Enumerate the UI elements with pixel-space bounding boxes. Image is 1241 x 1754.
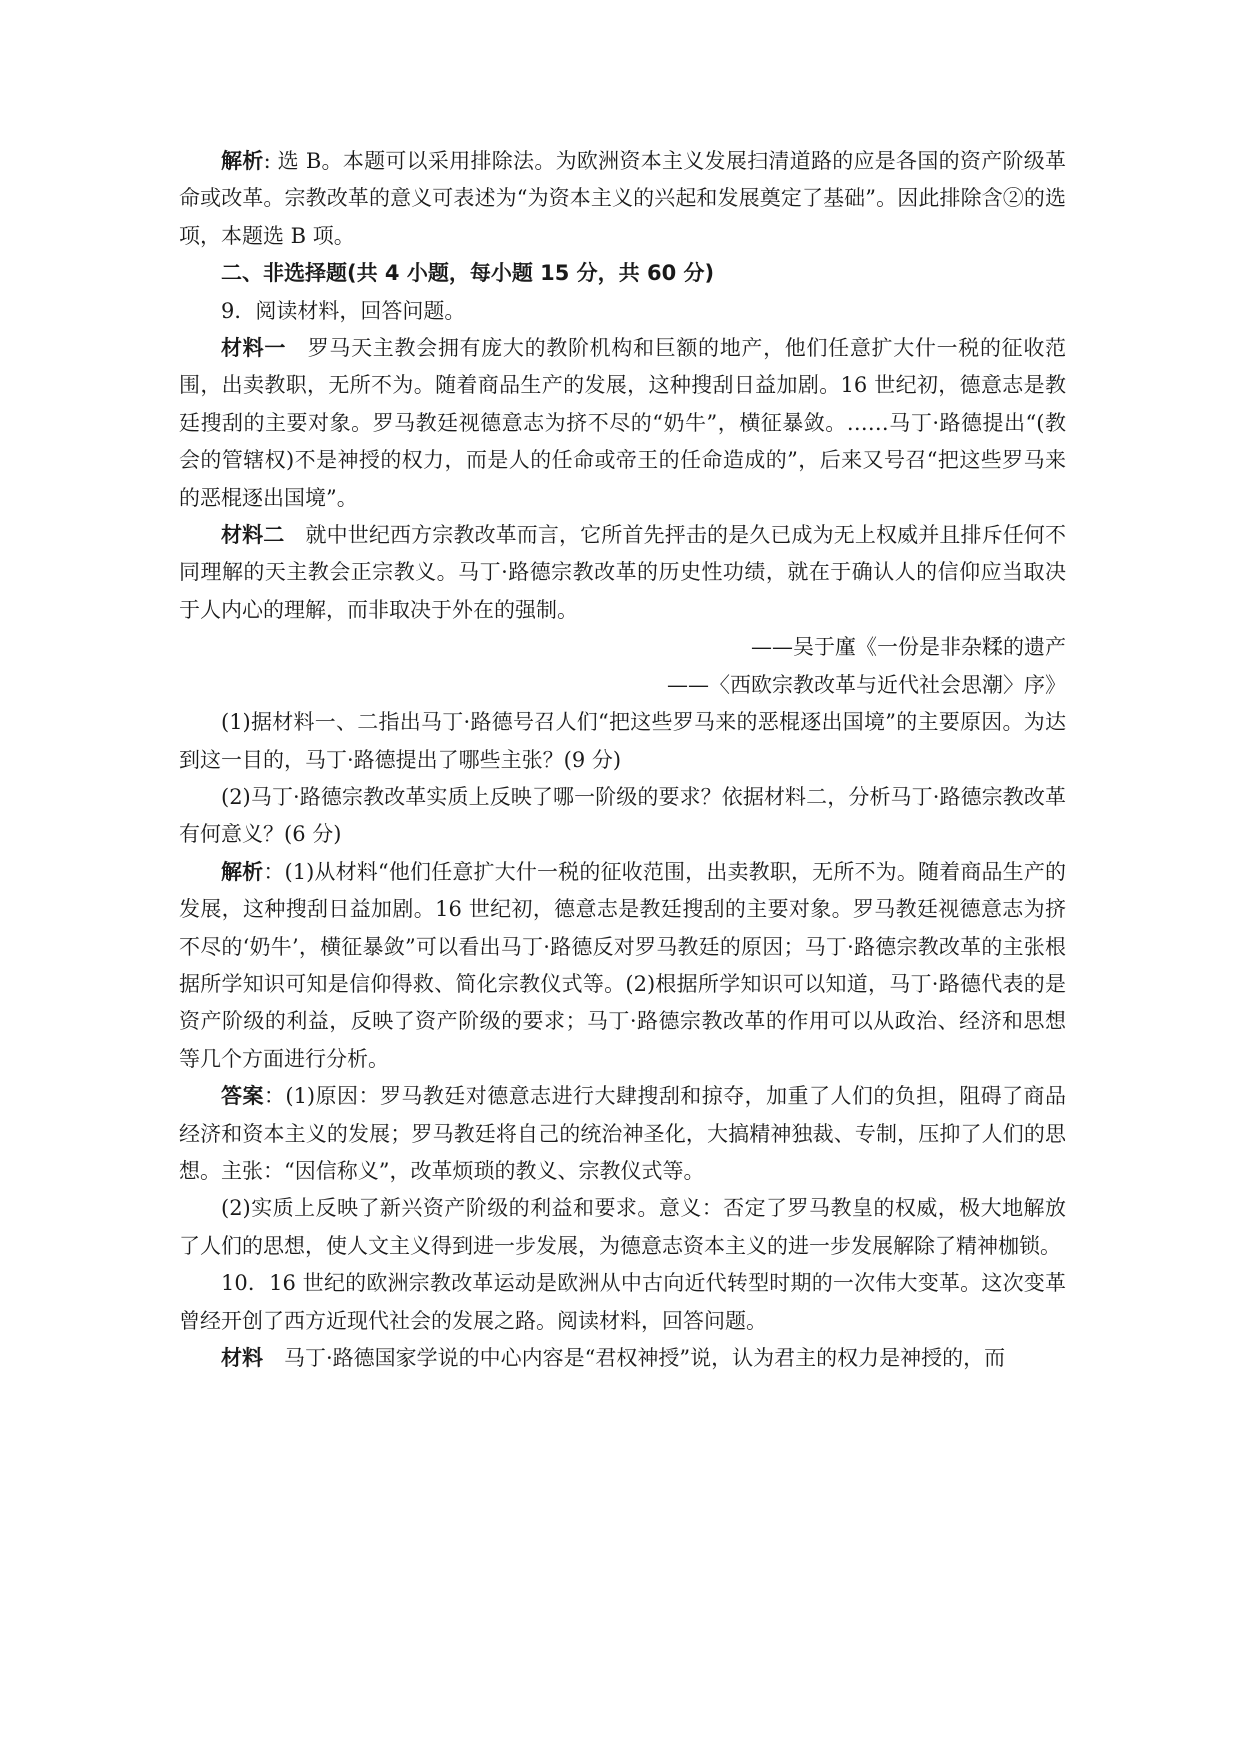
question-9-answer-2: (2)实质上反映了新兴资产阶级的利益和要求。意义：否定了罗马教皇的权威，极大地解放了人们的思想，使人文主义得到进一步发展，为德意志资本主义的进一步发展解除了精神枷锁。: [179, 1196, 1066, 1258]
material-1-paragraph: [179, 330, 1066, 517]
source-citation-line-1: ——吴于廑《一份是非杂糅的遗产: [751, 635, 1066, 660]
question-9-answer-1: [179, 1078, 1066, 1190]
prev-analysis-paragraph: [179, 143, 1066, 255]
material-1-text: 罗马天主教会拥有庞大的教阶机构和巨额的地产，他们任意扩大什一税的征收范围，出卖教职，无所不为。随着商品生产的发展，这种搜刮日益加剧。16 世纪初，德意志是教廷搜刮的主要对象。罗马教廷视德意志为挤不尽的“奶牛”，横征暴敛。……马丁·路德提出“(教会的管辖权)不是神授的权力，而是人的任命或帝王的任命造成的”，后来又号召“把这些罗马来的恶棍逐出国境”。: [179, 336, 1067, 510]
answer-label: 答案: [221, 1084, 264, 1109]
question-10-stem: 10．16 世纪的欧洲宗教改革运动是欧洲从中古向近代转型时期的一次伟大变革。这次变革曾经开创了西方近现代社会的发展之路。阅读材料，回答问题。: [179, 1271, 1066, 1333]
section-heading: 二、非选择题(共 4 小题，每小题 15 分，共 60 分): [221, 261, 715, 286]
material-2-paragraph: [179, 517, 1066, 629]
question-9-sub-2: (2)马丁·路德宗教改革实质上反映了哪一阶级的要求？依据材料二，分析马丁·路德宗教改革有何意义？(6 分): [179, 784, 1066, 847]
analysis-text: ：(1)从材料“他们任意扩大什一税的征收范围，出卖教职，无所不为。随着商品生产的发展，这种搜刮日益加剧。16 世纪初，德意志是教廷搜刮的主要对象。罗马教廷视德意志为挤不尽的‘奶牛’，横征暴敛”可以看出马丁·路德反对罗马教廷的原因；马丁·路德宗教改革的主张根据所学知识可知是信仰得救、简化宗教仪式等。(2)根据所学知识可以知道，马丁·路德代表的是资产阶级的利益，反映了资产阶级的要求；马丁·路德宗教改革的作用可以从政治、经济和思想等几个方面进行分析。: [179, 859, 1067, 1071]
analysis-label: 解析: [221, 859, 264, 884]
material-text: 马丁·路德国家学说的中心内容是“君权神授”说，认为君主的权力是神授的，而: [263, 1346, 1006, 1370]
document-page: [179, 143, 1066, 1377]
material-label: 材料: [221, 1346, 263, 1370]
material-1-label: 材料一: [221, 336, 287, 361]
question-10-material: [179, 1340, 1066, 1377]
material-2-text: 就中世纪西方宗教改革而言，它所首先抨击的是久已成为无上权威并且排斥任何不同理解的天主教会正宗教义。马丁·路德宗教改革的历史性功绩，就在于确认人的信仰应当取决于人内心的理解，而非取决于外在的强制。: [179, 523, 1067, 622]
analysis-text: : 选 B。本题可以采用排除法。为欧洲资本主义发展扫清道路的应是各国的资产阶级革命或改革。宗教改革的意义可表述为“为资本主义的兴起和发展奠定了基础”。因此排除含②的选项，本题选 B 项。: [179, 149, 1067, 248]
answer-text: ：(1)原因：罗马教廷对德意志进行大肆搜刮和掠夺，加重了人们的负担，阻碍了商品经济和资本主义的发展；罗马教廷将自己的统治神圣化，大搞精神独裁、专制，压抑了人们的思想。主张：“因信称义”，改革烦琐的教义、宗教仪式等。: [179, 1084, 1067, 1183]
analysis-label: 解析: [221, 149, 264, 173]
question-9-stem: 9．阅读材料，回答问题。: [221, 298, 466, 323]
material-2-label: 材料二: [221, 523, 285, 548]
question-9-sub-1: (1)据材料一、二指出马丁·路德号召人们“把这些罗马来的恶棍逐出国境”的主要原因。为达到这一目的，马丁·路德提出了哪些主张？(9 分): [179, 710, 1066, 772]
source-citation-line-2: ——〈西欧宗教改革与近代社会思潮〉序》: [667, 672, 1066, 697]
question-9-analysis: [179, 854, 1066, 1078]
